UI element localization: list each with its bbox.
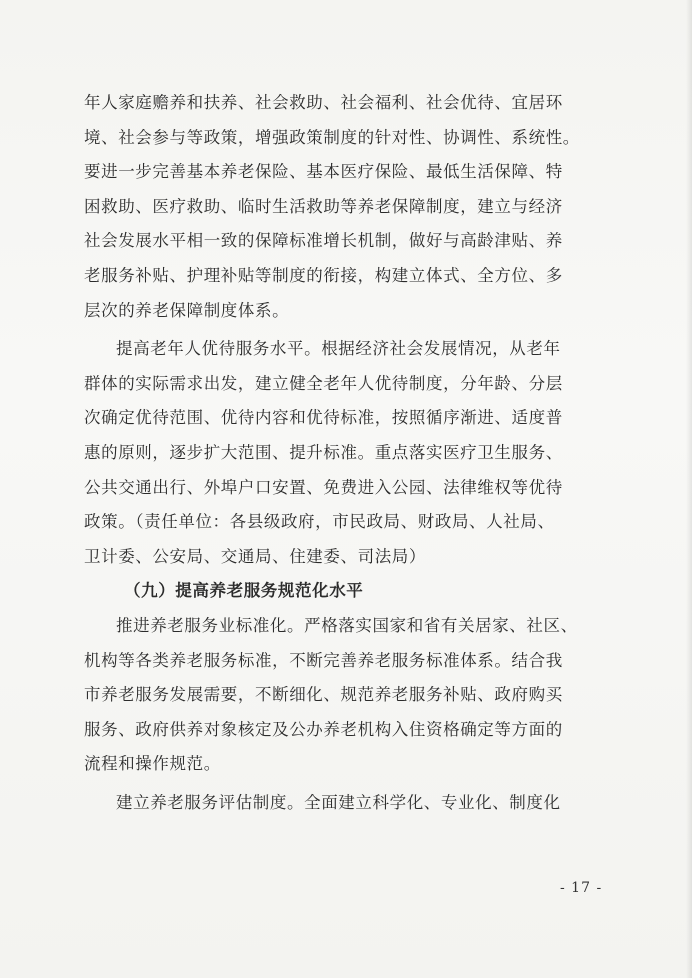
page-edge-shadow: [686, 0, 692, 978]
text-line: 境、社会参与等政策，增强政策制度的针对性、协调性、系统性。: [84, 127, 580, 147]
text-line: 政策。（责任单位：各县级政府，市民政局、财政局、人社局、: [84, 512, 555, 532]
paragraph-start-line: 提高老年人优待服务水平。根据经济社会发展情况，从老年: [116, 339, 561, 359]
text-line: 次确定优待范围、优待内容和优待标准，按照循序渐进、适度普: [84, 408, 563, 428]
text-line: 困救助、医疗救助、临时生活救助等养老保障制度，建立与经济: [84, 196, 563, 216]
text-line: 群体的实际需求出发，建立健全老年人优待制度，分年龄、分层: [84, 373, 563, 393]
text-line: 流程和操作规范。: [84, 754, 221, 774]
text-line: 惠的原则，逐步扩大范围、提升标准。重点落实医疗卫生服务、: [84, 442, 563, 462]
text-line: 机构等各类养老服务标准，不断完善养老服务标准体系。结合我: [84, 650, 563, 670]
text-line: 服务、政府供养对象核定及公办养老机构入住资格确定等方面的: [84, 719, 563, 739]
text-line: 市养老服务发展需要，不断细化、规范养老服务补贴、政府购买: [84, 685, 563, 705]
text-line: 公共交通出行、外埠户口安置、免费进入公园、法律维权等优待: [84, 477, 563, 497]
paragraph-start-line: 推进养老服务业标准化。严格落实国家和省有关居家、社区、: [116, 615, 578, 635]
page-number: - 17 -: [560, 880, 603, 896]
text-line: 老服务补贴、护理补贴等制度的衔接，构建立体式、全方位、多: [84, 265, 563, 285]
text-line: 年人家庭赡养和扶养、社会救助、社会福利、社会优待、宜居环: [84, 93, 563, 112]
text-line: 层次的养老保障制度体系。: [84, 300, 290, 320]
text-line: 要进一步完善基本养老保险、基本医疗保险、最低生活保障、特: [84, 162, 563, 182]
body-text: [84, 86, 606, 820]
paragraph-start-line: 建立养老服务评估制度。全面建立科学化、专业化、制度化: [116, 792, 561, 812]
text-line: 卫计委、公安局、交通局、住建委、司法局）: [84, 546, 426, 566]
text-line: 社会发展水平相一致的保障标准增长机制，做好与高龄津贴、养: [84, 231, 563, 251]
section-heading: （九）提高养老服务规范化水平: [124, 581, 364, 601]
